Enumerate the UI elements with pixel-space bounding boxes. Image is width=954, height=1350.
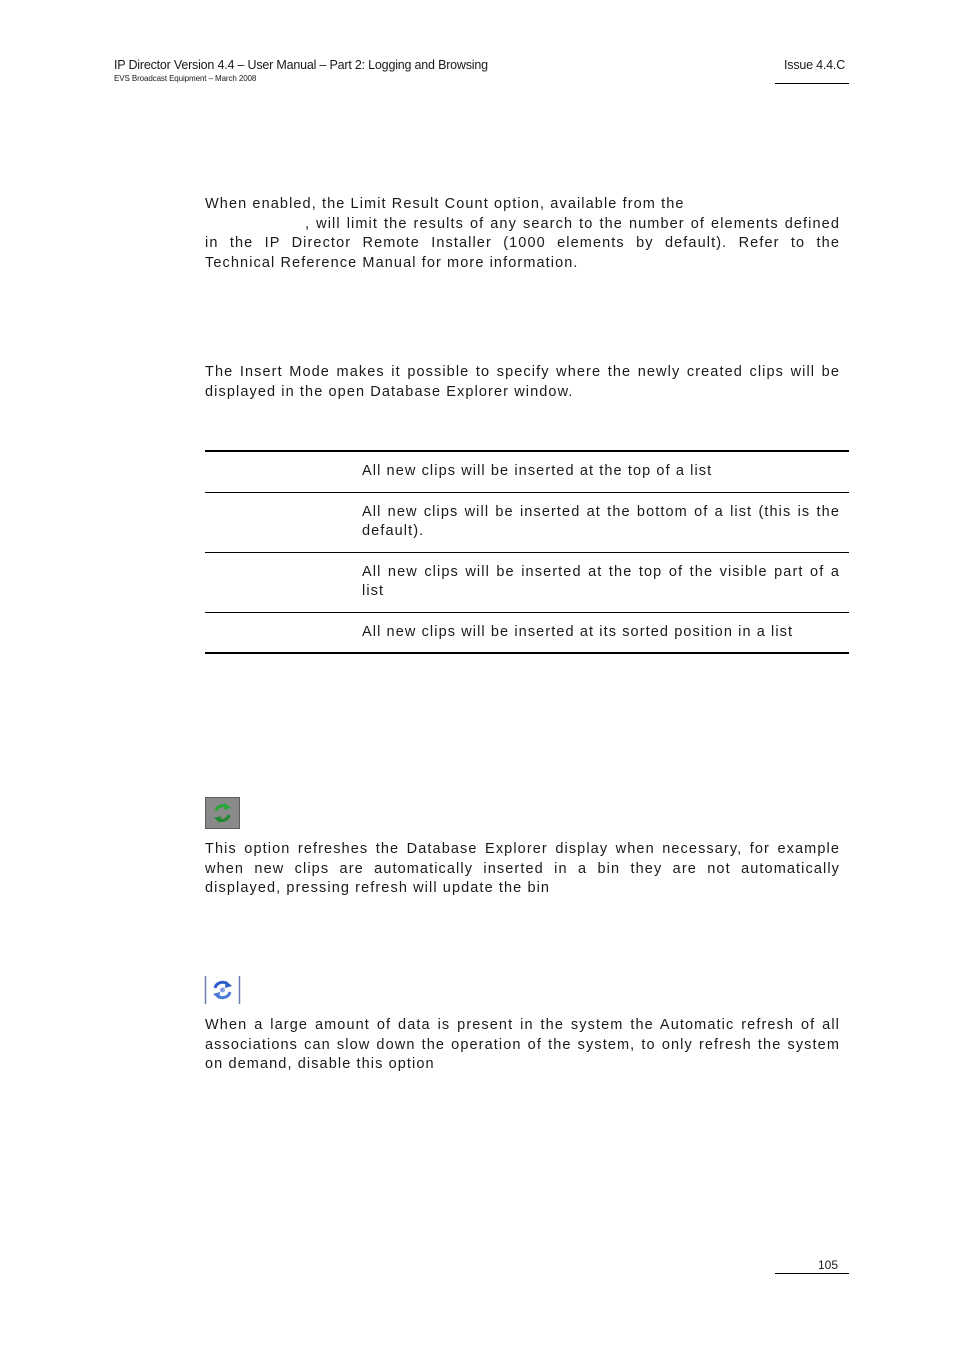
limit-result-line1: When enabled, the Limit Result Count option, available from the (205, 196, 685, 212)
mode-description-cell: All new clips will be inserted at the bottom of a list (this is the default). (362, 503, 840, 539)
mode-name-cell (205, 452, 362, 492)
header-title: IP Director Version 4.4 – User Manual – Part 2: Logging and Browsing (114, 58, 488, 72)
table-row (205, 613, 849, 655)
auto-refresh-icon (204, 974, 241, 1006)
limit-result-paragraph (205, 195, 840, 273)
mode-description-cell: All new clips will be inserted at the top of a list (362, 463, 713, 479)
header-issue: Issue 4.4.C (784, 58, 846, 72)
table-row (205, 493, 849, 553)
table-row (205, 553, 849, 613)
refresh-icon (205, 797, 240, 829)
header-subtitle: EVS Broadcast Equipment – March 2008 (114, 74, 257, 83)
refresh-paragraph: This option refreshes the Database Explorer display when necessary, for example when new clips are automatically inserted in a bin they are not automatically displayed, pressing refresh will update the bin (205, 841, 840, 896)
mode-name-cell (205, 493, 362, 552)
auto-refresh-paragraph: When a large amount of data is present in the system the Automatic refresh of all associations can slow down the operation of the system, to only refresh the system on demand, disable this option (205, 1017, 840, 1072)
insert-mode-table (205, 450, 849, 654)
insert-mode-paragraph: The Insert Mode makes it possible to specify where the newly created clips will be displayed in the open Database Explorer window. (205, 364, 840, 400)
mode-name-cell (205, 553, 362, 612)
mode-description-cell: All new clips will be inserted at the top of the visible part of a list (362, 563, 840, 599)
limit-result-rest: , will limit the results of any search to the number of elements defined in the IP Director Remote Installer (1000 elements by default). Refer to the Technical Reference Manual for more information. (205, 215, 840, 271)
mode-description-cell: All new clips will be inserted at its sorted position in a list (362, 623, 794, 640)
mode-name-cell (205, 613, 362, 653)
table-row (205, 452, 849, 493)
header-rule (775, 83, 849, 84)
footer-rule (775, 1273, 849, 1274)
page-number: 105 (817, 1258, 838, 1272)
